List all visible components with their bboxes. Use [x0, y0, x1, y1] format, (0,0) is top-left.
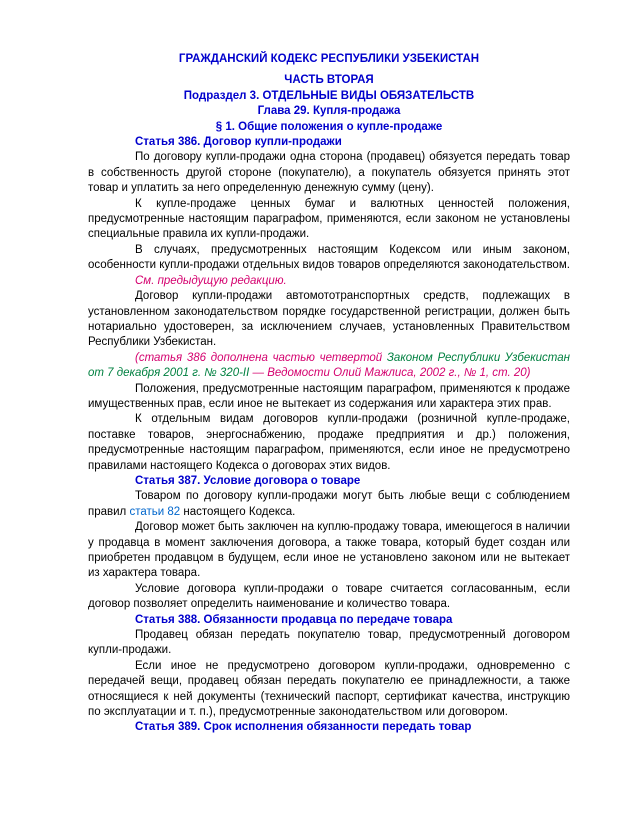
see-previous-edition-link[interactable]: См. предыдущую редакцию.: [135, 274, 287, 287]
paragraph-text: Товаром по договору купли-продажи могут быть любые вещи с соблюдением правил: [88, 490, 570, 518]
article-388-paragraph-1: Продавец обязан передать покупателю товар, предусмотренный договором купли-продажи.: [88, 629, 570, 657]
article-388-title: Статья 388. Обязанности продавца по передаче товара: [135, 613, 453, 626]
article-82-link[interactable]: статьи 82: [129, 505, 181, 518]
law-reference-link[interactable]: Законом Республики Узбекистан от 7 декабря 2001 г. № 320-II: [88, 351, 570, 380]
article-386-paragraph-6: К отдельным видам договоров купли-продажи (розничной купле-продаже, поставке товаров, энергоснабжению, продаже предприятия и др.) положения, предусмотренные настоящим параграфом, применяются, если иное не предусмотрено правилами настоящего Кодекса о договорах этих видов.: [88, 413, 570, 472]
article-386-paragraph-2: К купле-продаже ценных бумаг и валютных ценностей положения, предусмотренные настоящим параграфом, применяются, если законом не установлены специальные правила их купли-продажи.: [88, 197, 570, 241]
article-387-title: Статья 387. Условие договора о товаре: [135, 474, 361, 487]
article-387-paragraph-2: Договор может быть заключен на куплю-продажу товара, имеющегося в наличии у продавца в момент заключения договора, а также товара, который будет создан или приобретен продавцом в будущем, если иное не установлено законом или не вытекает из характера товара.: [88, 521, 570, 580]
article-386-paragraph-4: Договор купли-продажи автомототранспортных средств, подлежащих в установленном законодательством порядке государственной регистрации, должен быть нотариально удостоверен, за исключением случаев, установленных Правительством Республики Узбекистан.: [88, 290, 570, 349]
part-heading: ЧАСТЬ ВТОРАЯ: [284, 74, 374, 87]
amendment-note: [88, 351, 570, 382]
paragraph-text: настоящего Кодекса.: [180, 505, 296, 518]
amendment-suffix: — Ведомости Олий Мажлиса, 2002 г., № 1, ст. 20): [249, 367, 531, 380]
article-386-paragraph-3: В случаях, предусмотренных настоящим Кодексом или иным законом, особенности купли-продажи отдельных видов товаров определяются законодательством.: [88, 243, 570, 272]
document-title: ГРАЖДАНСКИЙ КОДЕКС РЕСПУБЛИКИ УЗБЕКИСТАН: [178, 53, 480, 65]
article-387-paragraph-3: Условие договора купли-продажи о товаре считается согласованным, если договор позволяет определить наименование и количество товара.: [88, 582, 570, 611]
article-386-paragraph-1: По договору купли-продажи одна сторона (продавец) обязуется передать товар в собственность другой стороне (покупателю), а покупатель обязуется принять этот товар и уплатить за него определенную денежную сумму (цену).: [88, 151, 570, 195]
subsection-heading: Подраздел 3. ОТДЕЛЬНЫЕ ВИДЫ ОБЯЗАТЕЛЬСТВ: [183, 89, 475, 102]
article-386-title: Статья 386. Договор купли-продажи: [135, 136, 342, 149]
article-389-title: Статья 389. Срок исполнения обязанности передать товар: [135, 721, 472, 734]
chapter-heading: Глава 29. Купля-продажа: [257, 105, 401, 118]
article-387-paragraph-1: [88, 489, 570, 520]
article-388-paragraph-2: Если иное не предусмотрено договором купли-продажи, одновременно с передачей вещи, продавец обязан передать покупателю ее принадлежности, а также относящиеся к ней документы (технический паспорт, сертификат качества, инструкцию по эксплуатации и т. п.), предусмотренные законодательством или договором.: [88, 659, 570, 719]
amendment-prefix: (статья 386 дополнена частью четвертой: [135, 351, 387, 364]
article-386-paragraph-5: Положения, предусмотренные настоящим параграфом, применяются к продаже имущественных прав, если иное не вытекает из содержания или характера этих прав.: [88, 382, 570, 410]
section-heading: § 1. Общие положения о купле-продаже: [215, 120, 443, 133]
